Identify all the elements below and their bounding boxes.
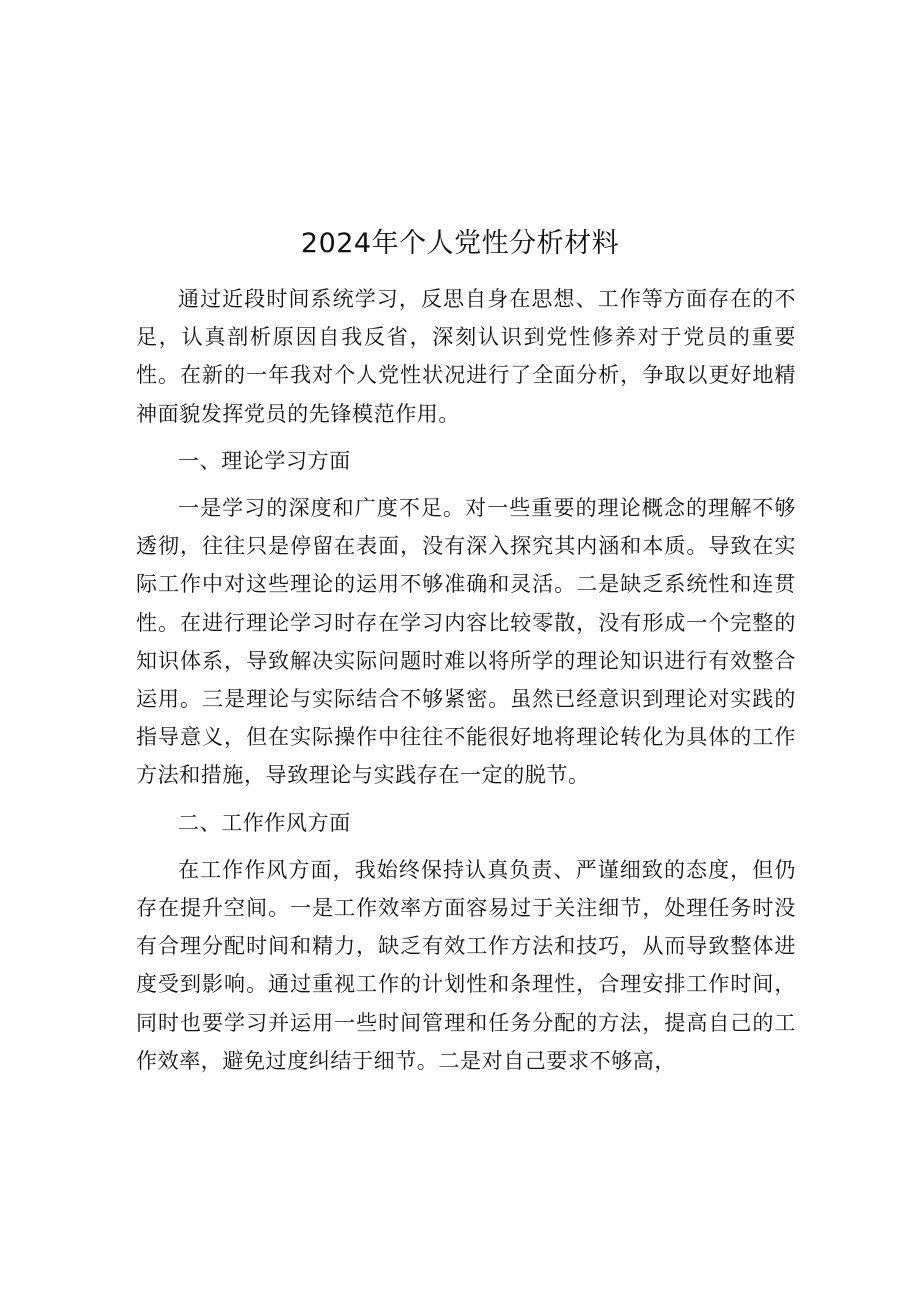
section-heading-workstyle: 二、工作作风方面 <box>178 810 351 835</box>
intro-paragraph: 通过近段时间系统学习，反思自身在思想、工作等方面存在的不足，认真剖析原因自我反省，深刻认识到党性修养对于党员的重要性。在新的一年我对个人党性状况进行了全面分析，争取以更好地精神面貌发挥党员的先锋模范作用。 <box>136 287 796 426</box>
document-body <box>136 280 796 1080</box>
section-paragraph-theory: 一是学习的深度和广度不足。对一些重要的理论概念的理解不够透彻，往往只是停留在表面，没有深入探究其内涵和本质。导致在实际工作中对这些理论的运用不够准确和灵活。二是缺乏系统性和连贯性。在进行理论学习时存在学习内容比较零散，没有形成一个完整的知识体系，导致解决实际问题时难以将所学的理论知识进行有效整合运用。三是理论与实际结合不够紧密。虽然已经意识到理论对实践的指导意义，但在实际操作中往往不能很好地将理论转化为具体的工作方法和措施，导致理论与实践存在一定的脱节。 <box>136 496 796 788</box>
document-title: 2024年个人党性分析材料 <box>300 228 620 259</box>
section-heading-theory: 一、理论学习方面 <box>178 448 351 473</box>
section-paragraph-workstyle: 在工作作风方面，我始终保持认真负责、严谨细致的态度，但仍存在提升空间。一是工作效率方面容易过于关注细节，处理任务时没有合理分配时间和精力，缺乏有效工作方法和技巧，从而导致整体进度受到影响。通过重视工作的计划性和条理性，合理安排工作时间，同时也要学习并运用一些时间管理和任务分配的方法，提高自己的工作效率，避免过度纠结于细节。二是对自己要求不够高， <box>136 857 796 1073</box>
